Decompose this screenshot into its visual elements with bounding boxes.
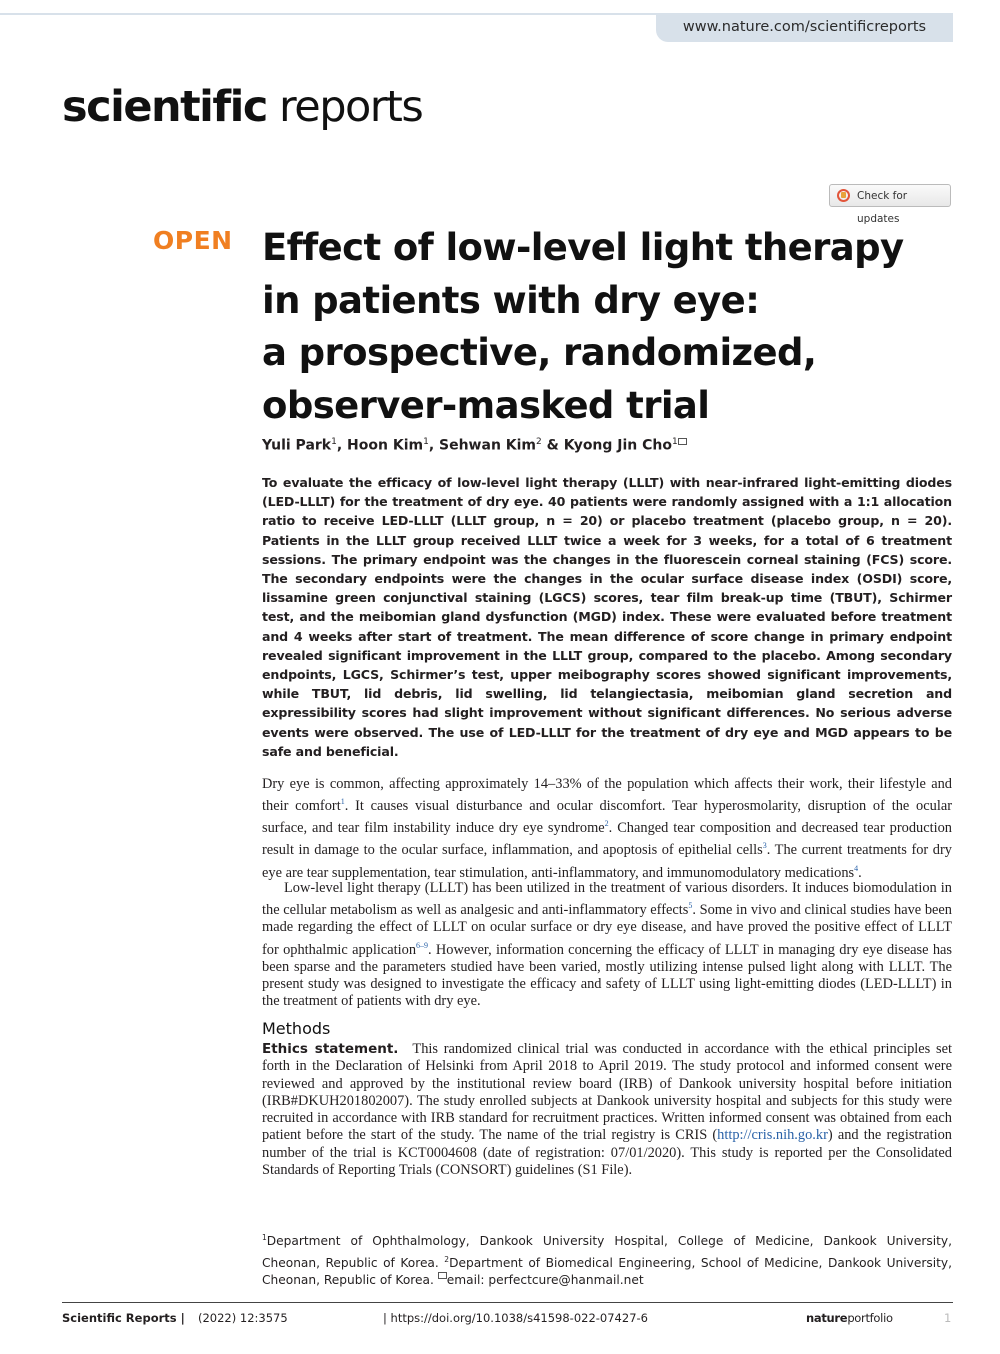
affiliation-text: Department of Ophthalmology, Dankook University Hospital, College of Medicine, Dankook University, Cheonan, Republic of Korea.: [262, 1234, 952, 1270]
brand-bold: scientific: [62, 82, 267, 132]
text: ) and the registration number of the trial is KCT0004608 (date of registration: 07/01/2020). This study is reported per the Consolidated Standards of Reporting Trials (CONSORT) guidelines (S1 File).: [262, 1127, 952, 1179]
intro-paragraph-1: [262, 776, 952, 882]
registry-link[interactable]: http://cris.nih.go.kr: [717, 1127, 828, 1144]
title-line: in patients with dry eye:: [262, 278, 760, 322]
text: . However, information concerning the efficacy of LLLT in managing dry eye disease has been sparse and the parameters studied have been varied, mostly utilizing intense pulsed light along with LLLT. The present study was designed to investigate the efficacy and safety of LLLT using light-emitting diodes (LED-LLLT) in the treatment of patients with dry eye.: [262, 941, 953, 1010]
methods-heading: Methods: [262, 1019, 331, 1038]
text: . It causes visual disturbance and ocular discomfort. Tear hyperosmolarity, disruption of the ocular surface, and tear film instability induce dry eye syndrome: [262, 798, 952, 837]
citation-link[interactable]: 1: [340, 797, 345, 807]
ethics-statement: [262, 1041, 952, 1179]
affiliations: [262, 1229, 952, 1290]
text: Dry eye is common, affecting approximately 14–33% of the population which affects their work, their lifestyle and their comfort: [262, 776, 952, 815]
abstract: To evaluate the efficacy of low-level light therapy (LLLT) with near-infrared light-emitting diodes (LED-LLLT) for the treatment of dry eye. 40 patients were randomly assigned with a 1:1 allocation ratio to receive LED-LLLT (LLLT group, n = 20) or placebo treatment (placebo group, n = 20). Patients in the LLLT group received LLLT twice a week for 3 weeks, for a total of 6 treatment sessions. The primary endpoint was the changes in the fluorescein corneal staining (FCS) score. The secondary endpoints were the changes in the ocular surface disease index (OSDI) score, lissamine green conjunctival staining (LGCS) scores, tear film break-up time (TBUT), Schirmer test, and the meibomian gland dysfunction (MGD) index. These were evaluated before treatment and 4 weeks after start of treatment. The mean difference of score change in primary endpoint revealed significant improvement in the LLLT group, compared to the placebo. Among secondary endpoints, LGCS, Schirmer’s test, upper meibography scores showed significant improvements, while TBUT, lid debris, lid swelling, lid telangiectasia, meibomian gland secretion and expressibility scores had slight improvement without significant differences. No serious adverse events were observed. The use of LED-LLLT for the treatment of dry eye and MGD appears to be safe and beneficial.: [262, 475, 952, 759]
citation-link[interactable]: 6–9: [416, 940, 429, 950]
footer-rule: [62, 1302, 953, 1303]
footer-volume: (2022) 12:3575: [198, 1311, 288, 1325]
author-affiliation: 1: [672, 437, 678, 447]
envelope-icon[interactable]: [678, 438, 687, 445]
author-name[interactable]: Yuli Park: [262, 437, 332, 454]
crossmark-icon: [837, 189, 850, 202]
author-affiliation: 2: [536, 437, 542, 447]
journal-logo: [62, 82, 422, 132]
publisher-logo: [806, 1311, 893, 1325]
page-number: 1: [944, 1311, 952, 1325]
footer-journal: Scientific Reports |: [62, 1311, 185, 1325]
affiliation-number: 1: [262, 1233, 267, 1242]
ethics-heading: Ethics statement.: [262, 1041, 399, 1057]
envelope-icon: [438, 1272, 447, 1279]
publisher-light: portfolio: [847, 1311, 893, 1325]
check-for-updates-label: Check for updates: [857, 190, 908, 225]
author-name[interactable]: Hoon Kim: [347, 437, 424, 454]
citation-link[interactable]: 3: [762, 841, 767, 851]
journal-url[interactable]: www.nature.com/scientificreports: [656, 13, 953, 42]
author-name[interactable]: Sehwan Kim: [439, 437, 537, 454]
title-line: Effect of low-level light therapy: [262, 226, 904, 269]
text: .: [858, 864, 862, 881]
affiliation-number: 2: [444, 1254, 450, 1264]
author-list: Yuli Park$^1$, Hoon Kim$^1$, Sehwan Kim$^2$ & Kyong Jin Cho$^1$: [262, 437, 687, 454]
citation-link[interactable]: 4: [854, 863, 859, 873]
affiliation-text: Department of Biomedical Engineering, School of Medicine, Dankook University, Cheonan, Republic of Korea.: [262, 1255, 952, 1288]
check-for-updates-button[interactable]: [829, 184, 951, 225]
citation-link[interactable]: 5: [688, 901, 693, 911]
author-affiliation: 1: [423, 437, 429, 447]
intro-paragraph-2: [262, 880, 952, 1011]
top-rule: [0, 13, 656, 15]
text: . The current treatments for dry eye are tear supplementation, tear stimulation, anti-inflammatory, and immunomodulatory medications: [262, 842, 952, 881]
author-name[interactable]: Kyong Jin Cho: [563, 437, 673, 454]
title-line: a prospective, randomized,: [262, 331, 817, 374]
publisher-bold: nature: [806, 1311, 848, 1325]
corresponding-email[interactable]: email: perfectcure@hanmail.net: [446, 1273, 644, 1288]
text: . Changed tear composition and decreased tear production result in damage to the ocular surface, inflammation, and apoptosis of epithelial cells: [262, 820, 953, 859]
text: Low-level light therapy (LLLT) has been utilized in the treatment of various disorders. It induces biomodulation in the cellular metabolism as well as analgesic and anti-inflammatory effects: [262, 880, 952, 919]
author-affiliation: 1: [331, 437, 337, 447]
citation-link[interactable]: 2: [604, 819, 609, 829]
footer-doi[interactable]: | https://doi.org/10.1038/s41598-022-07427-6: [383, 1311, 648, 1325]
title-line: observer-masked trial: [262, 383, 710, 427]
article-title: [262, 222, 942, 432]
text: . Some in vivo and clinical studies have been made regarding the effect of LLLT on ocular surface or dry eye disease, and have proved the positive effect of LLLT for ophthalmic application: [262, 902, 952, 958]
open-access-label: OPEN: [153, 226, 233, 255]
text: This randomized clinical trial was conducted in accordance with the ethical principles set forth in the Declaration of Helsinki from April 2018 to April 2019. The study protocol and informed consent were reviewed and approved by the institutional review board (IRB) of Dankook university hospital before initiation (IRB#DKUH201802007). The study enrolled subjects at Dankook university hospital and subjects for this study were recruited in accordance with IRB standard for recruitment practices. Written informed consent was obtained from each patient before the start of the study. The name of the trial registry is CRIS (: [262, 1041, 952, 1144]
brand-light: reports: [266, 82, 423, 132]
